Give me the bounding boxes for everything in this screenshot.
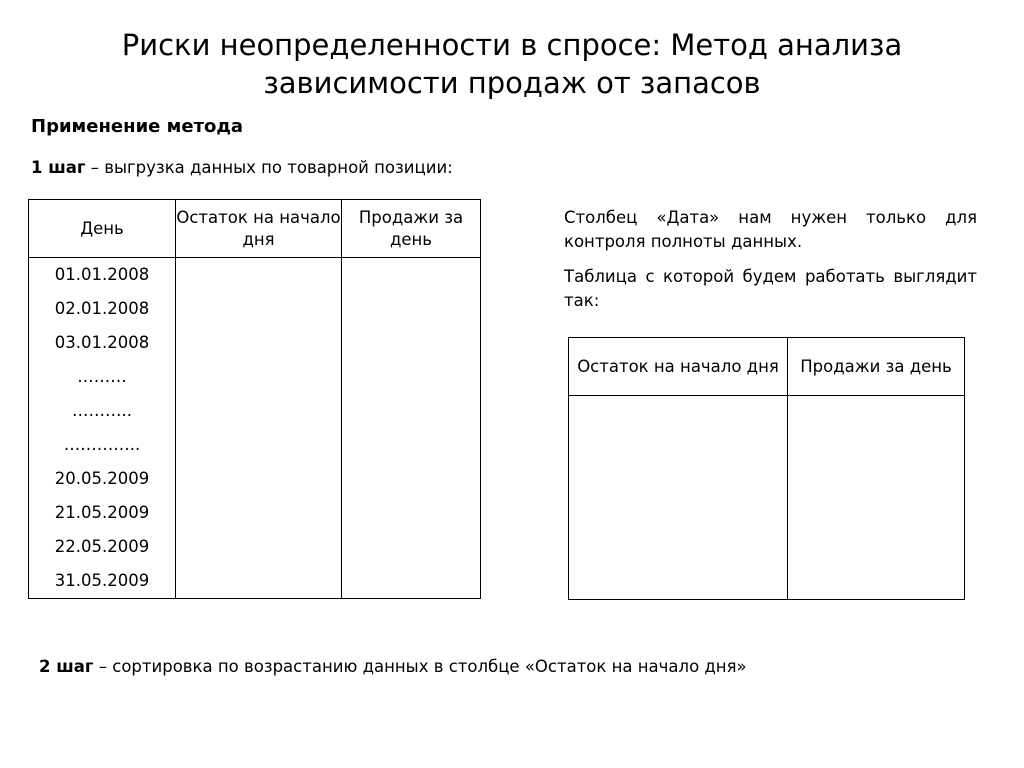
table-cell-day: 20.05.2009	[29, 462, 176, 496]
table-cell-day: 21.05.2009	[29, 496, 176, 530]
table-row	[29, 292, 481, 326]
note-working-table: Таблица с которой будем работать выглядит так:	[564, 267, 977, 310]
table-cell-sales	[342, 292, 481, 326]
table-cell-day: 03.01.2008	[29, 326, 176, 360]
table-cell-sales	[342, 496, 481, 530]
table-cell-opening-stock	[569, 396, 788, 600]
table-cell-opening-stock	[176, 496, 342, 530]
step-2-text: – сортировка по возрастанию данных в столбце «Остаток на начало дня»	[93, 657, 747, 676]
table-row	[29, 258, 481, 293]
table-row	[29, 428, 481, 462]
table-cell-sales	[342, 530, 481, 564]
table-cell-sales	[342, 564, 481, 599]
table-cell-opening-stock	[176, 258, 342, 293]
table-cell-sales	[342, 258, 481, 293]
table-cell-day: ………..	[29, 394, 176, 428]
note-date-column: Столбец «Дата» нам нужен только для контроля полноты данных.	[564, 208, 977, 251]
table-cell-opening-stock	[176, 462, 342, 496]
section-heading: Применение метода	[31, 116, 244, 137]
table-cell-day: ………	[29, 360, 176, 394]
table-cell-opening-stock	[176, 428, 342, 462]
table-row	[29, 326, 481, 360]
column-header-sales: Продажи за день	[342, 200, 481, 258]
table-cell-sales	[788, 396, 965, 600]
step-2-label: 2 шаг	[39, 657, 94, 676]
slide-title-line2: зависимости продаж от запасов	[263, 66, 761, 100]
table-cell-sales	[342, 462, 481, 496]
column-header-day: День	[29, 200, 176, 258]
column-header-opening-stock: Остаток на начало дня	[569, 338, 788, 396]
table-cell-day: 22.05.2009	[29, 530, 176, 564]
table-cell-opening-stock	[176, 326, 342, 360]
step-1-label: 1 шаг	[31, 158, 86, 177]
table-cell-opening-stock	[176, 394, 342, 428]
slide-title-line1: Риски неопределенности в спросе: Метод анализа	[121, 28, 903, 62]
table-row	[29, 462, 481, 496]
column-header-opening-stock: Остаток на начало дня	[176, 200, 342, 258]
table-cell-sales	[342, 394, 481, 428]
table-cell-opening-stock	[176, 292, 342, 326]
table-cell-opening-stock	[176, 360, 342, 394]
step-1-text: – выгрузка данных по товарной позиции:	[85, 158, 453, 177]
sales-data-table	[28, 199, 481, 599]
table-header-row	[29, 200, 481, 258]
table-row	[569, 396, 965, 600]
table-header-row	[569, 338, 965, 396]
table-row	[29, 360, 481, 394]
slide-title	[0, 26, 1024, 102]
table-cell-sales	[342, 428, 481, 462]
column-header-sales: Продажи за день	[788, 338, 965, 396]
step-2	[39, 656, 747, 678]
table-cell-day: 01.01.2008	[29, 258, 176, 293]
table-cell-opening-stock	[176, 530, 342, 564]
table-cell-day: 02.01.2008	[29, 292, 176, 326]
table-cell-sales	[342, 326, 481, 360]
table-cell-day: 31.05.2009	[29, 564, 176, 599]
table-cell-opening-stock	[176, 564, 342, 599]
table-row	[29, 564, 481, 599]
table-cell-day: …………..	[29, 428, 176, 462]
table-cell-sales	[342, 360, 481, 394]
table-row	[29, 530, 481, 564]
step-1	[31, 157, 453, 179]
working-table	[568, 337, 965, 600]
table-row	[29, 496, 481, 530]
table-row	[29, 394, 481, 428]
